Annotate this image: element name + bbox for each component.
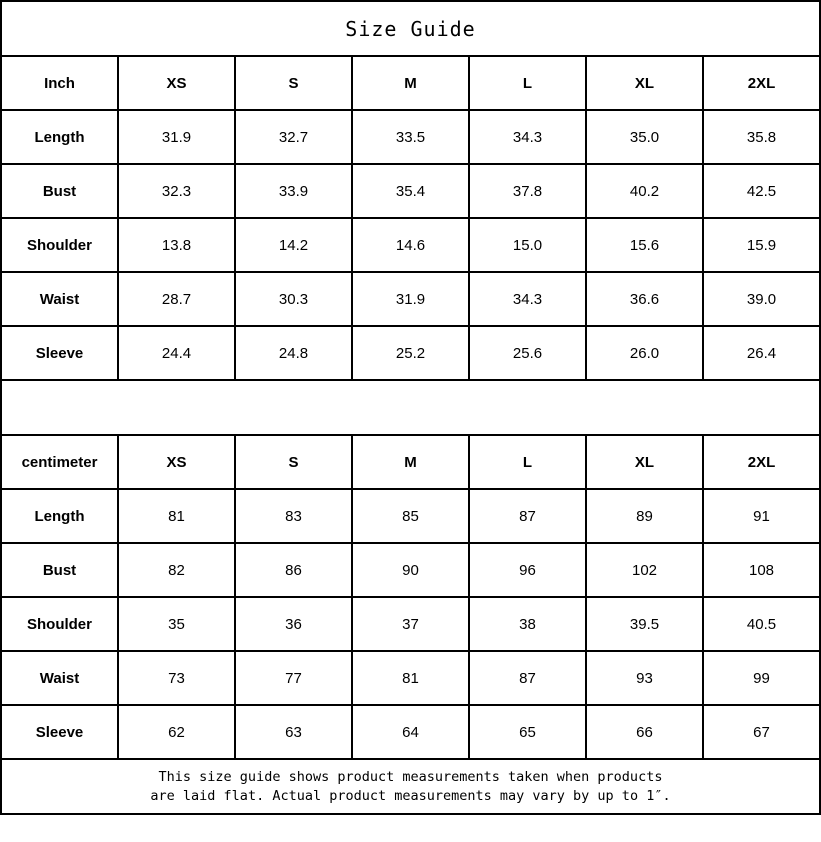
table-cell: 15.6 <box>586 218 703 272</box>
table-row-inch-bust <box>1 164 820 218</box>
table-cell: 15.0 <box>469 218 586 272</box>
cm-header-row <box>1 435 820 489</box>
table-cell: 40.5 <box>703 597 820 651</box>
table-cell: 34.3 <box>469 110 586 164</box>
table-cell: 90 <box>352 543 469 597</box>
page-title: Size Guide <box>1 1 820 56</box>
table-row-inch-waist <box>1 272 820 326</box>
table-cell: 39.0 <box>703 272 820 326</box>
row-label: Bust <box>1 543 118 597</box>
table-cell: 89 <box>586 489 703 543</box>
size-header-s: S <box>235 435 352 489</box>
table-cell: 14.6 <box>352 218 469 272</box>
row-label: Waist <box>1 651 118 705</box>
table-cell: 32.7 <box>235 110 352 164</box>
title-row <box>1 1 820 56</box>
table-cell: 35 <box>118 597 235 651</box>
footer-row <box>1 759 820 814</box>
table-cell: 34.3 <box>469 272 586 326</box>
table-cell: 25.6 <box>469 326 586 380</box>
table-cell: 35.4 <box>352 164 469 218</box>
table-cell: 87 <box>469 651 586 705</box>
table-row-inch-length <box>1 110 820 164</box>
table-row-inch-shoulder <box>1 218 820 272</box>
row-label: Waist <box>1 272 118 326</box>
table-row-cm-sleeve <box>1 705 820 759</box>
table-row-cm-length <box>1 489 820 543</box>
table-cell: 35.8 <box>703 110 820 164</box>
table-cell: 33.5 <box>352 110 469 164</box>
table-cell: 14.2 <box>235 218 352 272</box>
table-cell: 38 <box>469 597 586 651</box>
spacer-cell <box>1 380 820 435</box>
table-cell: 99 <box>703 651 820 705</box>
inch-unit-header: Inch <box>1 56 118 110</box>
table-cell: 66 <box>586 705 703 759</box>
table-cell: 31.9 <box>118 110 235 164</box>
cm-unit-header: centimeter <box>1 435 118 489</box>
size-header-l: L <box>469 56 586 110</box>
row-label: Bust <box>1 164 118 218</box>
size-header-xs: XS <box>118 56 235 110</box>
table-cell: 32.3 <box>118 164 235 218</box>
row-label: Sleeve <box>1 705 118 759</box>
table-cell: 82 <box>118 543 235 597</box>
table-cell: 15.9 <box>703 218 820 272</box>
table-cell: 86 <box>235 543 352 597</box>
table-cell: 33.9 <box>235 164 352 218</box>
table-cell: 108 <box>703 543 820 597</box>
table-row-cm-shoulder <box>1 597 820 651</box>
table-cell: 24.4 <box>118 326 235 380</box>
table-cell: 77 <box>235 651 352 705</box>
table-cell: 81 <box>118 489 235 543</box>
table-cell: 28.7 <box>118 272 235 326</box>
table-cell: 93 <box>586 651 703 705</box>
footer-note-line2: are laid flat. Actual product measurements may vary by up to 1″. <box>150 787 671 804</box>
table-cell: 26.0 <box>586 326 703 380</box>
size-header-xl: XL <box>586 56 703 110</box>
table-cell: 96 <box>469 543 586 597</box>
table-cell: 37.8 <box>469 164 586 218</box>
table-cell: 24.8 <box>235 326 352 380</box>
table-row-cm-bust <box>1 543 820 597</box>
row-label: Shoulder <box>1 597 118 651</box>
table-cell: 31.9 <box>352 272 469 326</box>
size-header-s: S <box>235 56 352 110</box>
size-header-m: M <box>352 435 469 489</box>
row-label: Length <box>1 110 118 164</box>
table-cell: 81 <box>352 651 469 705</box>
size-header-m: M <box>352 56 469 110</box>
table-cell: 62 <box>118 705 235 759</box>
size-header-2xl: 2XL <box>703 435 820 489</box>
footer-note <box>1 759 820 814</box>
table-cell: 13.8 <box>118 218 235 272</box>
spacer-row <box>1 380 820 435</box>
table-cell: 83 <box>235 489 352 543</box>
size-header-xl: XL <box>586 435 703 489</box>
footer-note-line1: This size guide shows product measurements taken when products <box>158 768 663 785</box>
size-header-l: L <box>469 435 586 489</box>
table-cell: 30.3 <box>235 272 352 326</box>
table-cell: 73 <box>118 651 235 705</box>
table-cell: 26.4 <box>703 326 820 380</box>
table-cell: 36 <box>235 597 352 651</box>
table-cell: 40.2 <box>586 164 703 218</box>
table-cell: 39.5 <box>586 597 703 651</box>
size-header-2xl: 2XL <box>703 56 820 110</box>
row-label: Length <box>1 489 118 543</box>
inch-header-row <box>1 56 820 110</box>
table-cell: 102 <box>586 543 703 597</box>
table-row-inch-sleeve <box>1 326 820 380</box>
table-cell: 36.6 <box>586 272 703 326</box>
table-cell: 64 <box>352 705 469 759</box>
table-cell: 91 <box>703 489 820 543</box>
table-cell: 87 <box>469 489 586 543</box>
table-cell: 35.0 <box>586 110 703 164</box>
size-header-xs: XS <box>118 435 235 489</box>
table-cell: 67 <box>703 705 820 759</box>
table-cell: 65 <box>469 705 586 759</box>
table-cell: 63 <box>235 705 352 759</box>
table-row-cm-waist <box>1 651 820 705</box>
table-cell: 25.2 <box>352 326 469 380</box>
table-cell: 37 <box>352 597 469 651</box>
table-cell: 85 <box>352 489 469 543</box>
row-label: Shoulder <box>1 218 118 272</box>
row-label: Sleeve <box>1 326 118 380</box>
table-cell: 42.5 <box>703 164 820 218</box>
